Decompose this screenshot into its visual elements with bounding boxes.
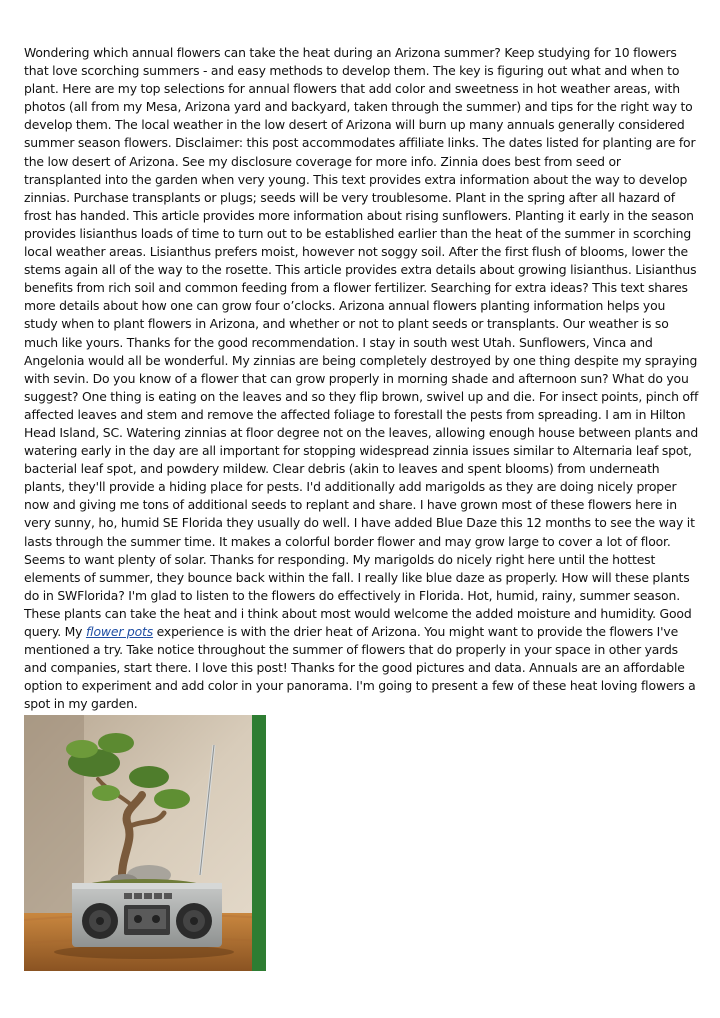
- article-text-part1: Wondering which annual flowers can take the heat during an Arizona summer? Keep studying for 10 flowers that love scorching summers - and easy methods to develop them. The key is figuring out what and when to plant. Here are my top selections for annual flowers that add color and sweetness in hot weather areas, with photos (all from my Mesa, Arizona yard and backyard, taken through the summer) and tips for the right way to develop them. The local weather in the low desert of Arizona will burn up many annuals generally considered summer season flowers. Disclaimer: this post accommodates affiliate links. The dates listed for planting are for the low desert of Arizona. See my disclosure coverage for more info. Zinnia does best from seed or transplanted into the garden when very young. This text provides extra information about the way to develop zinnias. Purchase transplants or plugs; seeds will be very troublesome. Plant in the spring after all hazard of frost has handed. This article provides more information about rising sunflowers. Planting it early in the season provides lisianthus loads of time to turn out to be established earlier than the heat of the summer in scorching local weather areas. Lisianthus prefers moist, however not soggy soil. After the first flush of blooms, lower the stems again all of the way to the rosette. This article provides extra details about growing lisianthus. Lisianthus benefits from rich soil and common feeding from a flower fertilizer. Searching for extra ideas? This text shares more details about how one can grow four o’clocks. Arizona annual flowers planting information helps you study when to plant flowers in Arizona, and whether or not to plant seeds or transplants. Our weather is so much like yours. Thanks for the good recommendation. I stay in south west Utah. Sunflowers, Vinca and Angelonia would all be wonderful. My zinnias are being completely destroyed by one thing despite my spraying with sevin. Do you know of a flower that can grow properly in morning shade and afternoon sun? What do you suggest? One thing is eating on the leaves and so they flip brown, swivel up and die. For insect points, pinch off affected leaves and stem and remove the affected foliage to forestall the pests from spreading. I am in Hilton Head Island, SC. Watering zinnias at floor degree not on the leaves, allowing enough house between plants and watering early in the day are all important for stopping widespread zinnia issues similar to Alternaria leaf spot, bacterial leaf spot, and powdery mildew. Clear debris (akin to leaves and spent blooms) from underneath plants, they'll provide a hiding place for pests. I'd additionally add marigolds as they are doing nicely proper now and giving me tons of additional seeds to replant and share. I have grown most of these flowers here in very sunny, ho, humid SE Florida they usually do well. I have added Blue Daze this 12 months to see the way it lasts through the summer time. It makes a colorful border flower and may grow large to cover a lot of floor. Seems to want plenty of solar. Thanks for responding. My marigolds do nicely right here until the hottest elements of summer, they bounce back within the fall. I really like blue daze as properly. How will these plants do in SWFlorida? I'm glad to listen to the flowers do effectively in Florida. Hot, humid, rainy, summer season. These plants can take the heat and i think about most would welcome the added moisture and humidity. Good query. My: [24, 45, 699, 639]
- flower-pots-link[interactable]: flower pots: [85, 624, 154, 639]
- article-body: [24, 44, 700, 713]
- article-text-part2: experience is with the drier heat of Arizona. You might want to provide the flowers I've mentioned a try. Take notice throughout the summer of flowers that do properly in your space in other yards and companies, start there. I love this post! Thanks for the good pictures and data. Annuals are an affordable option to experiment and add color in your panorama. I'm going to present a few of these heat loving flowers a spot in my garden.: [24, 624, 696, 712]
- bonsai-radio-planter-photo: [24, 715, 266, 971]
